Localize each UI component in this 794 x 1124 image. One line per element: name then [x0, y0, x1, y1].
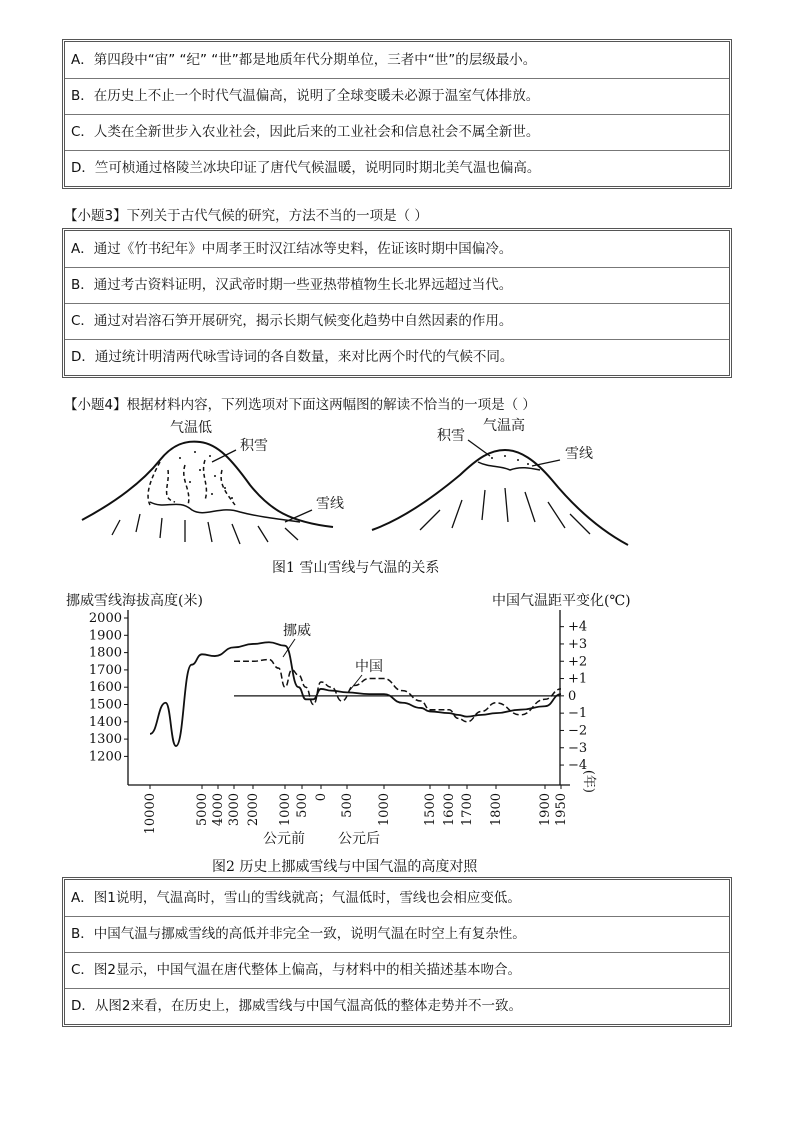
x-tick-label: 1000: [377, 793, 392, 827]
q4-title: 【小题4】根据材料内容，下列选项对下面这两幅图的解读不恰当的一项是（ ）: [64, 397, 536, 413]
x-tick-label: 1950: [554, 793, 569, 827]
chart-left-axis-title: 挪威雪线海拔高度(米): [66, 593, 203, 609]
left-tick-label: 1500: [88, 697, 122, 713]
x-tick-label: 2000: [246, 793, 261, 827]
left-tick-label: 1900: [88, 628, 122, 644]
right-tick-label: +3: [568, 636, 588, 652]
fig2-caption: 图2 历史上挪威雪线与中国气温的高度对照: [212, 859, 478, 875]
q2-option-d-text: D．竺可桢通过格陵兰冰块印证了唐代气候温暖，说明同时期北美气温也偏高。: [71, 160, 541, 177]
q4-option-d[interactable]: [65, 988, 729, 1024]
q2-option-d[interactable]: [65, 150, 729, 186]
right-tick-label: +1: [568, 671, 588, 687]
right-tick-label: −4: [568, 758, 588, 774]
q2-option-a[interactable]: [65, 42, 729, 78]
q2-options-box: [62, 39, 732, 189]
x-tick-label: 1800: [489, 793, 504, 827]
left-tick-label: 1400: [88, 714, 122, 730]
fig1-right-temp-label: 气温高: [483, 418, 525, 434]
right-tick-label: −2: [568, 723, 588, 739]
left-tick-label: 2000: [88, 611, 122, 626]
chart-right-axis-title: 中国气温距平变化(℃): [492, 593, 631, 609]
q3-option-a-text: A．通过《竹书纪年》中周孝王时汉江结冰等史料，佐证该时期中国偏冷。: [71, 240, 513, 257]
x-tick-label: 500: [340, 793, 355, 818]
figure-2-chart: [0, 585, 794, 875]
china-leader-line: [350, 675, 362, 690]
right-snow-dots: [491, 455, 529, 465]
left-tick-label: 1800: [88, 645, 122, 661]
x-tick-label: 1500: [423, 793, 438, 827]
fig1-caption: 图1 雪山雪线与气温的关系: [272, 560, 440, 576]
q4-option-a[interactable]: [65, 880, 729, 916]
x-tick-label: 1600: [442, 793, 457, 827]
q2-option-b[interactable]: [65, 78, 729, 114]
q2-option-c-text: C．人类在全新世步入农业社会，因此后来的工业社会和信息社会不属全新世。: [71, 124, 540, 141]
left-tick-label: 1600: [88, 680, 122, 696]
q4-option-d-text: D．从图2来看，在历史上，挪威雪线与中国气温高低的整体走势并不一致。: [71, 998, 522, 1015]
q3-options-box: [62, 228, 732, 378]
q4-option-c[interactable]: [65, 952, 729, 988]
x-tick-label: 1700: [460, 793, 475, 827]
q2-option-c[interactable]: [65, 114, 729, 150]
series-label-norway: 挪威: [283, 623, 311, 639]
x-tick-label: 500: [295, 793, 310, 818]
right-tick-label: −3: [568, 740, 588, 756]
left-tick-label: 1300: [88, 732, 122, 748]
left-tick-label: 1700: [88, 662, 122, 678]
fig1-right-snow-label: 积雪: [437, 428, 465, 444]
x-tick-label: 1900: [538, 793, 553, 827]
q3-option-b[interactable]: [65, 267, 729, 303]
q4-option-c-text: C．图2显示，中国气温在唐代整体上偏高，与材料中的相关描述基本吻合。: [71, 962, 522, 979]
right-tick-label: +2: [568, 654, 588, 670]
fig1-left-snow-label: 积雪: [240, 438, 268, 454]
right-tick-label: −1: [568, 706, 588, 722]
x-tick-label: 3000: [227, 793, 242, 827]
right-tick-label: +4: [568, 619, 588, 635]
q3-option-b-text: B．通过考古资料证明，汉武帝时期一些亚热带植物生长北界远超过当代。: [71, 277, 513, 294]
q2-option-a-text: A．第四段中“宙” “纪” “世”都是地质年代分期单位，三者中“世”的层级最小。: [71, 51, 537, 68]
x-unit-label: (年): [581, 769, 596, 793]
right-tick-label: 0: [568, 688, 577, 704]
x-tick-label: 1000: [278, 793, 293, 827]
fig1-left-temp-label: 气温低: [170, 420, 212, 436]
x-tick-label: 5000: [195, 793, 210, 827]
x-tick-label: 10000: [143, 793, 158, 835]
fig1-left-line-label: 雪线: [316, 496, 344, 512]
x-tick-label: 4000: [211, 793, 226, 827]
left-tick-label: 1200: [88, 749, 122, 765]
chart-axes: [89, 610, 597, 834]
q3-option-c[interactable]: [65, 303, 729, 339]
q4-options-box: [62, 877, 732, 1027]
x-tick-label: 0: [314, 793, 329, 802]
q3-option-d-text: D．通过统计明清两代咏雪诗词的各自数量，来对比两个时代的气候不同。: [71, 349, 514, 366]
q2-option-b-text: B．在历史上不止一个时代气温偏高，说明了全球变暖未必源于温室气体排放。: [71, 88, 540, 105]
era-label-ad: 公元后: [338, 831, 380, 847]
series-norway-line: [150, 642, 561, 746]
q3-option-a[interactable]: [65, 231, 729, 267]
era-label-bc: 公元前: [263, 831, 305, 847]
q3-option-d[interactable]: [65, 339, 729, 375]
q4-option-b-text: B．中国气温与挪威雪线的高低并非完全一致，说明气温在时空上有复杂性。: [71, 926, 526, 943]
q3-title: 【小题3】下列关于古代气候的研究，方法不当的一项是（ ）: [64, 208, 428, 224]
figure-1-snow-mountains: [0, 410, 794, 580]
q4-option-b[interactable]: [65, 916, 729, 952]
fig1-right-line-label: 雪线: [565, 446, 593, 462]
chart-series: [150, 639, 561, 746]
q3-option-c-text: C．通过对岩溶石笋开展研究，揭示长期气候变化趋势中自然因素的作用。: [71, 313, 513, 330]
series-china-line: [234, 660, 561, 722]
q4-option-a-text: A．图1说明，气温高时，雪山的雪线就高；气温低时，雪线也会相应变低。: [71, 889, 521, 906]
series-label-china: 中国: [355, 659, 383, 675]
